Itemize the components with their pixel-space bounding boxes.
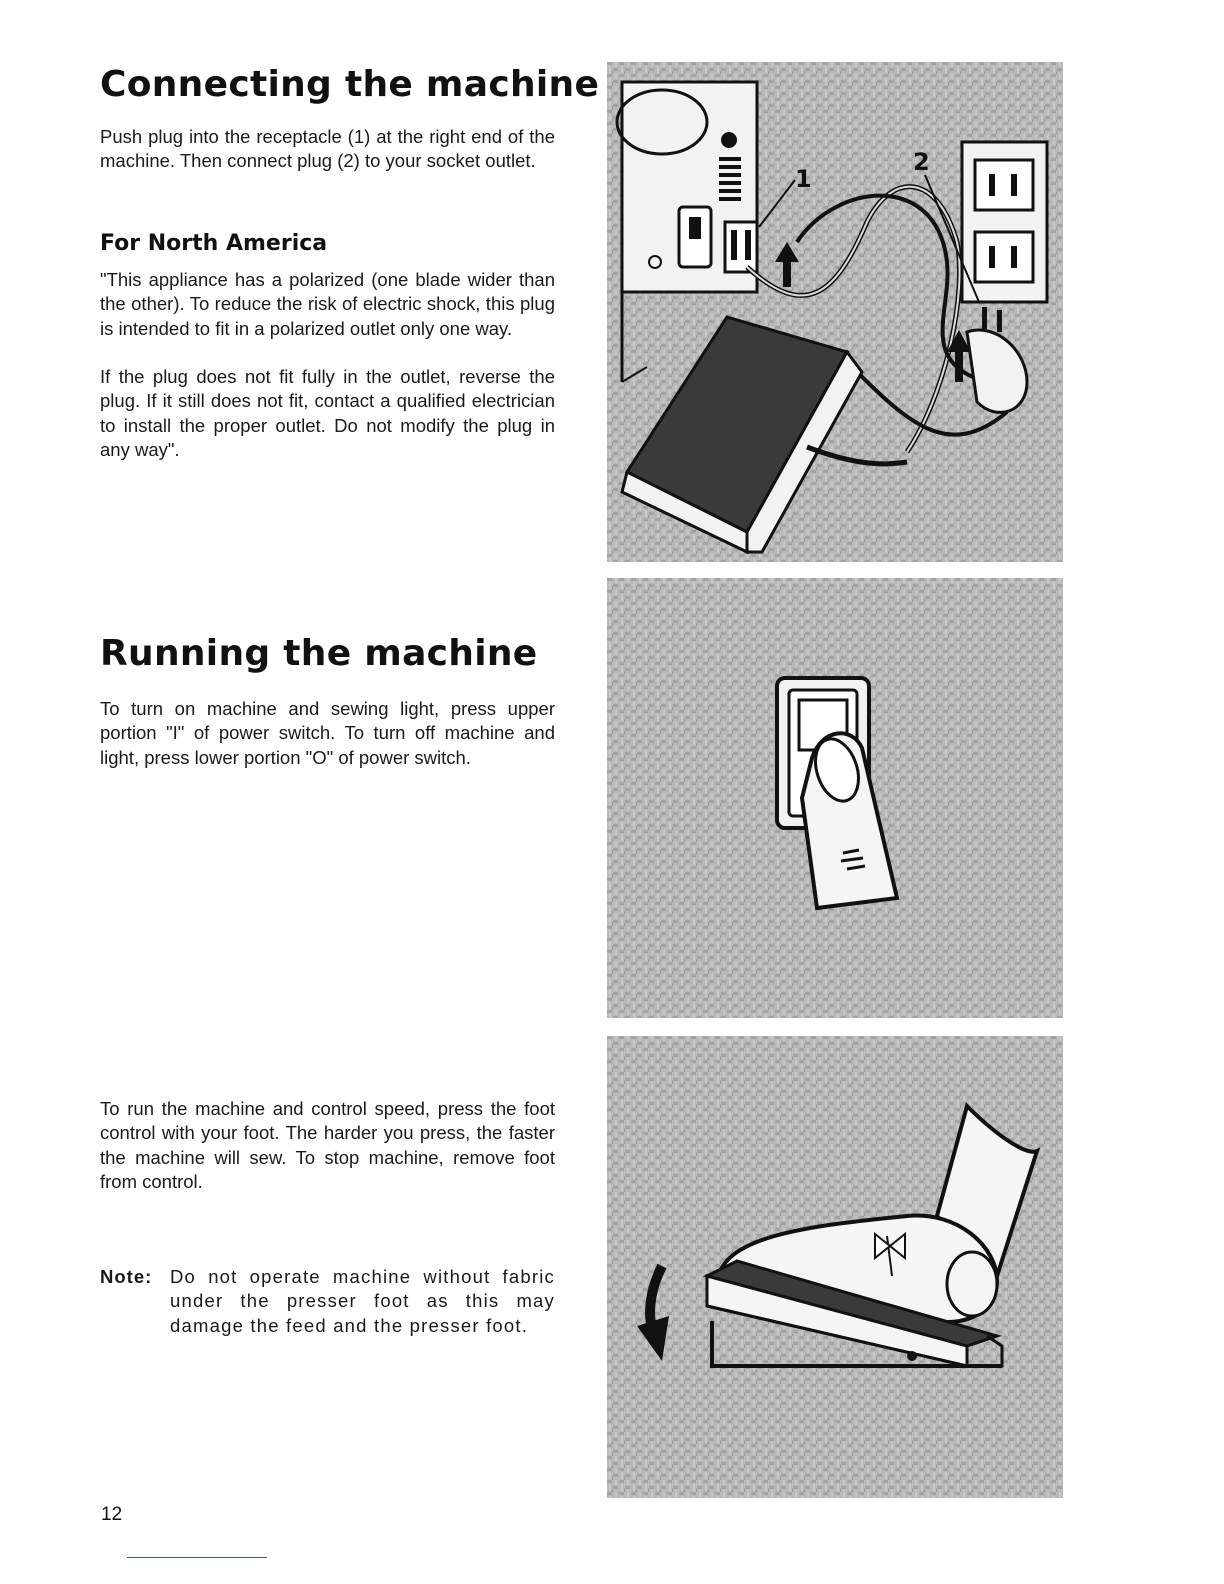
- foot-control-text: To run the machine and control speed, press the foot control with your foot. The harder you press, the faster the machine will sew. To stop machine, remove foot from control.: [100, 1098, 555, 1192]
- connecting-intro: Push plug into the receptacle (1) at the right end of the machine. Then connect plug (2) to your socket outlet.: [100, 126, 555, 172]
- polarized-plug-text-2: If the plug does not fit fully in the outlet, reverse the plug. If it still does not fit, contact a qualified electrician to install the proper outlet. Do not modify the plug in any way".: [100, 366, 555, 460]
- label-2: 2: [913, 148, 930, 176]
- label-1: 1: [795, 165, 812, 193]
- figure-foot-control: [607, 1036, 1063, 1498]
- wall-outlet: [962, 142, 1047, 302]
- section-title-running: Running the machine: [100, 633, 538, 674]
- note-text: Do not operate machine without fabric under the presser foot as this may damage the feed and the presser foot.: [170, 1266, 555, 1336]
- figure-connecting-plugs: [607, 62, 1063, 562]
- bottom-rule: [127, 1557, 267, 1558]
- section-title-connecting: Connecting the machine: [100, 64, 600, 105]
- page-number: 12: [101, 1504, 123, 1525]
- polarized-plug-text: "This appliance has a polarized (one blade wider than the other). To reduce the risk of electric shock, this plug is intended to fit in a polarized outlet only one way.: [100, 269, 555, 339]
- subheading-north-america: For North America: [100, 231, 328, 256]
- figure-power-switch: [607, 578, 1063, 1018]
- power-switch-text: To turn on machine and sewing light, press upper portion "I" of power switch. To turn off machine and light, press lower portion "O" of power switch.: [100, 698, 555, 768]
- note-label: Note:: [100, 1266, 153, 1287]
